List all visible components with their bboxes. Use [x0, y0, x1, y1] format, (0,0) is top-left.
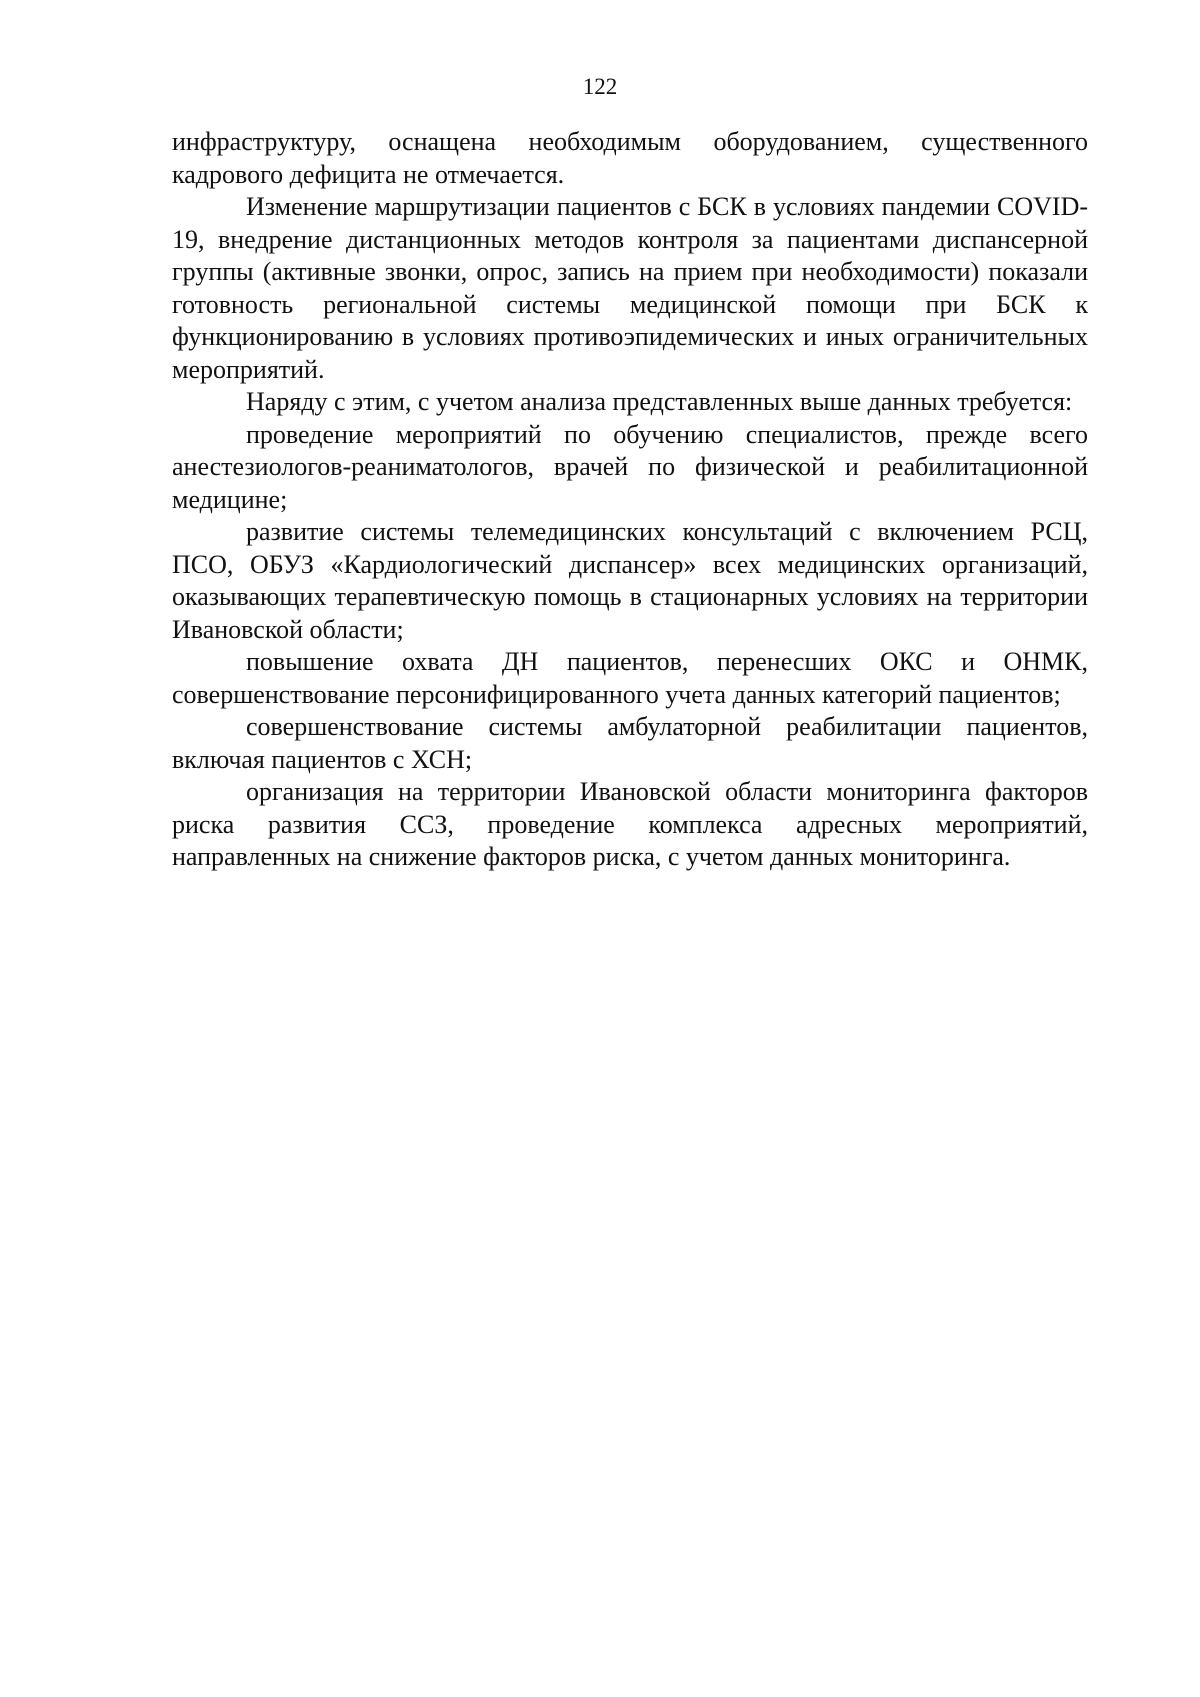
- paragraph-item-telemedicine: развитие системы телемедицинских консультаций с включением РСЦ, ПСО, ОБУЗ «Кардиологический диспансер» всех медицинских организаций, оказывающих терапевтическую помощь в стационарных условиях на территории Ивановской области;: [172, 517, 1088, 644]
- document-body: [172, 126, 1088, 874]
- paragraph-covid-routing: Изменение маршрутизации пациентов с БСК в условиях пандемии COVID-19, внедрение дистанционных методов контроля за пациентами диспансерной группы (активные звонки, опрос, запись на прием при необходимости) показали готовность региональной системы медицинской помощи при БСК к функционированию в условиях противоэпидемических и иных ограничительных мероприятий.: [172, 192, 1088, 384]
- paragraph-item-coverage: повышение охвата ДН пациентов, перенесших ОКС и ОНМК, совершенствование персонифицированного учета данных категорий пациентов;: [172, 647, 1088, 709]
- paragraph-item-rehabilitation: совершенствование системы амбулаторной реабилитации пациентов, включая пациентов с ХСН;: [172, 712, 1088, 774]
- paragraph-requirements-intro: Наряду с этим, с учетом анализа представленных выше данных требуется:: [246, 387, 1073, 416]
- paragraph-item-training: проведение мероприятий по обучению специалистов, прежде всего анестезиологов-реаниматологов, врачей по физической и реабилитационной медицине;: [172, 419, 1088, 514]
- paragraph-item-monitoring: организация на территории Ивановской области мониторинга факторов риска развития ССЗ, проведение комплекса адресных мероприятий, направленных на снижение факторов риска, с учетом данных мониторинга.: [172, 777, 1088, 871]
- paragraph-infrastructure: инфраструктуру, оснащена необходимым оборудованием, существенного кадрового дефицита не отмечается.: [172, 127, 1088, 189]
- page-number: 122: [582, 74, 618, 99]
